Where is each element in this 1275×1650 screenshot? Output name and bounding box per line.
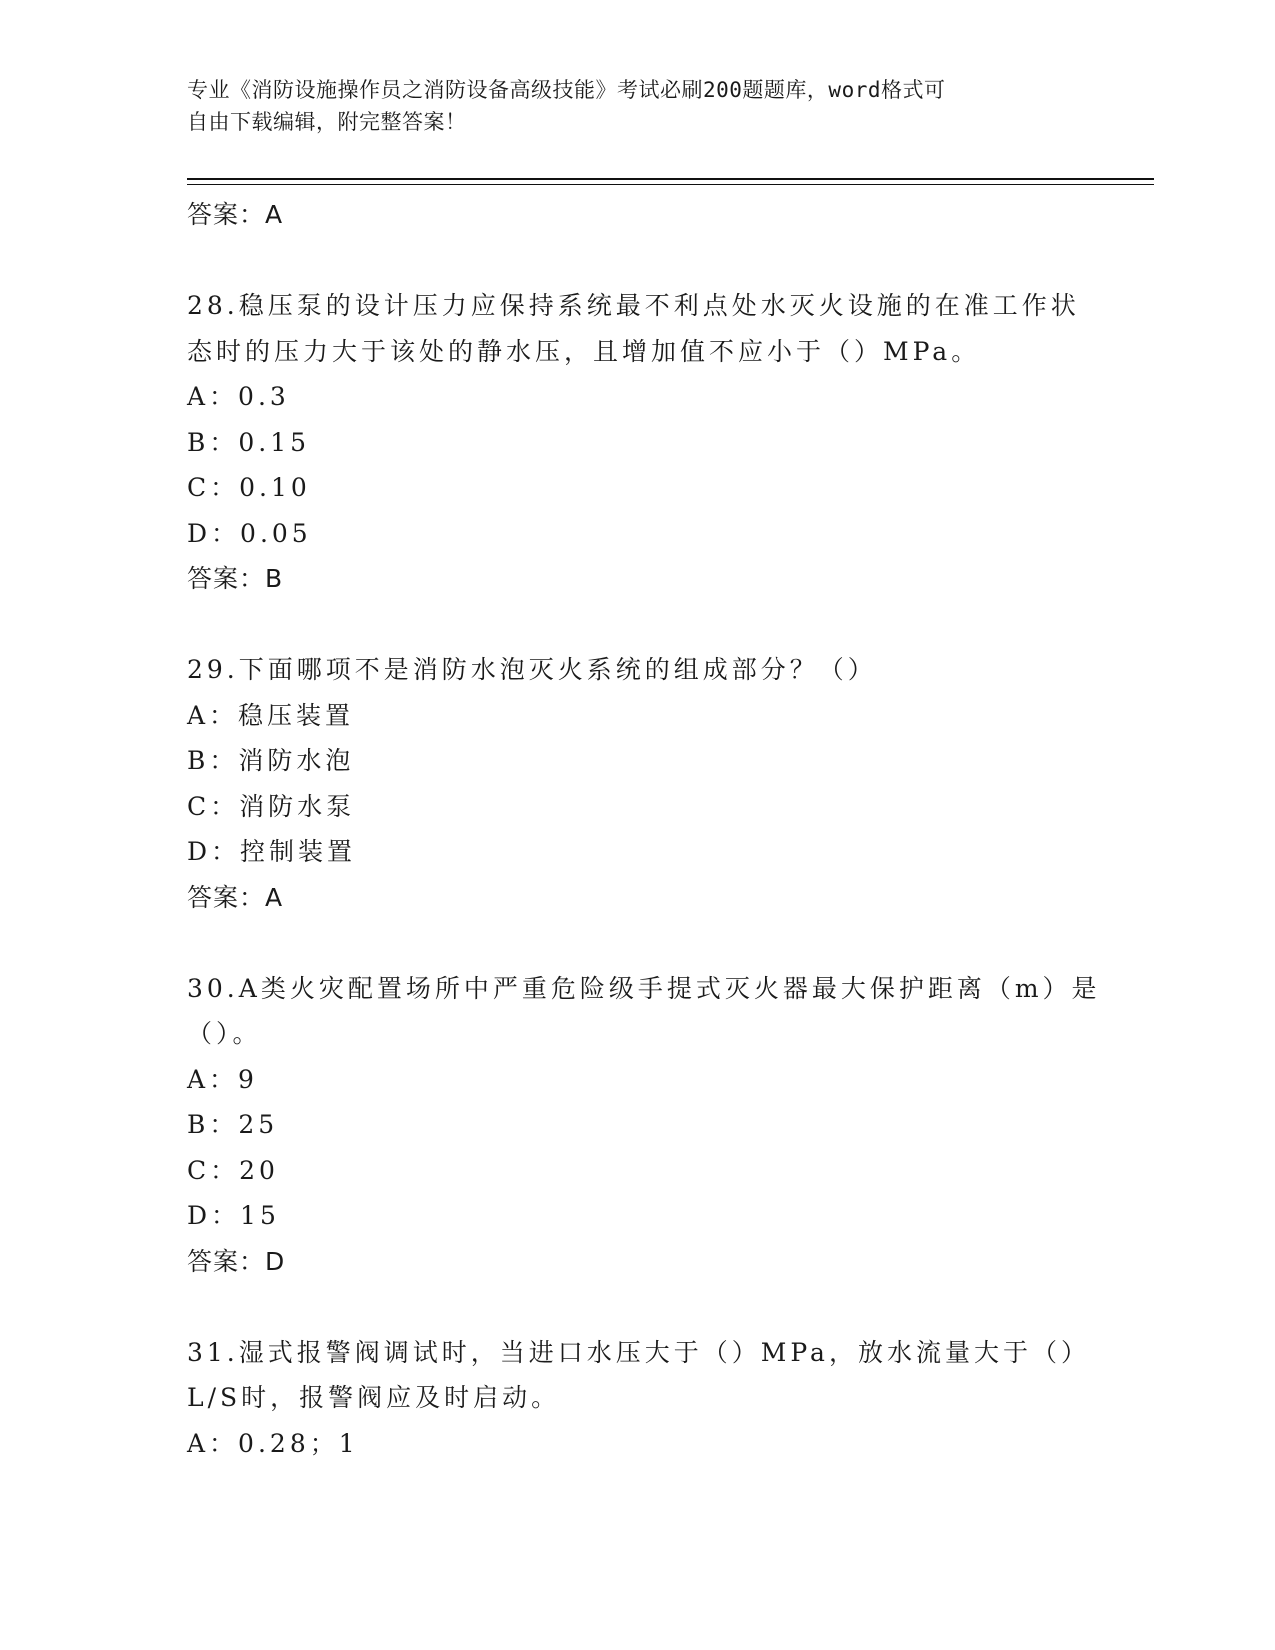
option-c: C：0.10	[187, 473, 311, 502]
question-stem: 态时的压力大于该处的静水压，且增加值不应小于（）MPa。	[187, 336, 981, 366]
spacer	[187, 602, 1087, 648]
spacer	[187, 920, 1087, 966]
answer-line: 答案：D	[187, 1246, 286, 1276]
option-a: A：0.3	[187, 382, 290, 411]
question-stem: L/S时，报警阀应及时启动。	[187, 1383, 561, 1412]
option-c: C：20	[187, 1155, 279, 1185]
question-block-30	[187, 966, 1101, 1285]
question-block-31	[187, 1330, 1090, 1467]
option-b: B：0.15	[187, 427, 311, 457]
option-d: D：控制装置	[187, 837, 357, 866]
header-line-2: 自由下载编辑，附完整答案！	[187, 110, 467, 134]
option-b: B：消防水泡	[187, 746, 355, 775]
question-block-28	[187, 283, 1087, 602]
option-a: A：9	[187, 1064, 258, 1094]
header-rule-thin	[187, 184, 1154, 185]
answer-line: 答案：B	[187, 564, 284, 593]
question-stem: 31.湿式报警阀调试时，当进口水压大于（）MPa，放水流量大于（）	[187, 1337, 1090, 1367]
question-stem: （）。	[187, 1019, 262, 1048]
answer-line: 答案：A	[187, 200, 284, 229]
question-stem: 29.下面哪项不是消防水泡灭火系统的组成部分？（）	[187, 655, 877, 684]
spacer	[187, 238, 1087, 284]
spacer	[187, 1284, 1087, 1330]
option-a: A：0.28；1	[187, 1428, 359, 1458]
header-line-1: 专业《消防设施操作员之消防设备高级技能》考试必刷200题题库，word格式可	[187, 78, 946, 102]
question-block-29	[187, 647, 1087, 920]
option-b: B：25	[187, 1110, 279, 1139]
header-rule-thick	[187, 178, 1154, 180]
option-d: D：0.05	[187, 518, 312, 548]
option-a: A：稳压装置	[187, 700, 355, 730]
option-d: D：15	[187, 1201, 280, 1230]
page-header	[187, 74, 1067, 138]
answer-line: 答案：A	[187, 882, 284, 912]
question-stem: 28.稳压泵的设计压力应保持系统最不利点处水灭火设施的在准工作状	[187, 291, 1080, 320]
question-stem: 30.A类火灾配置场所中严重危险级手提式灭火器最大保护距离（m）是	[187, 973, 1101, 1003]
option-c: C：消防水泵	[187, 791, 356, 821]
document-body	[187, 192, 1101, 1466]
